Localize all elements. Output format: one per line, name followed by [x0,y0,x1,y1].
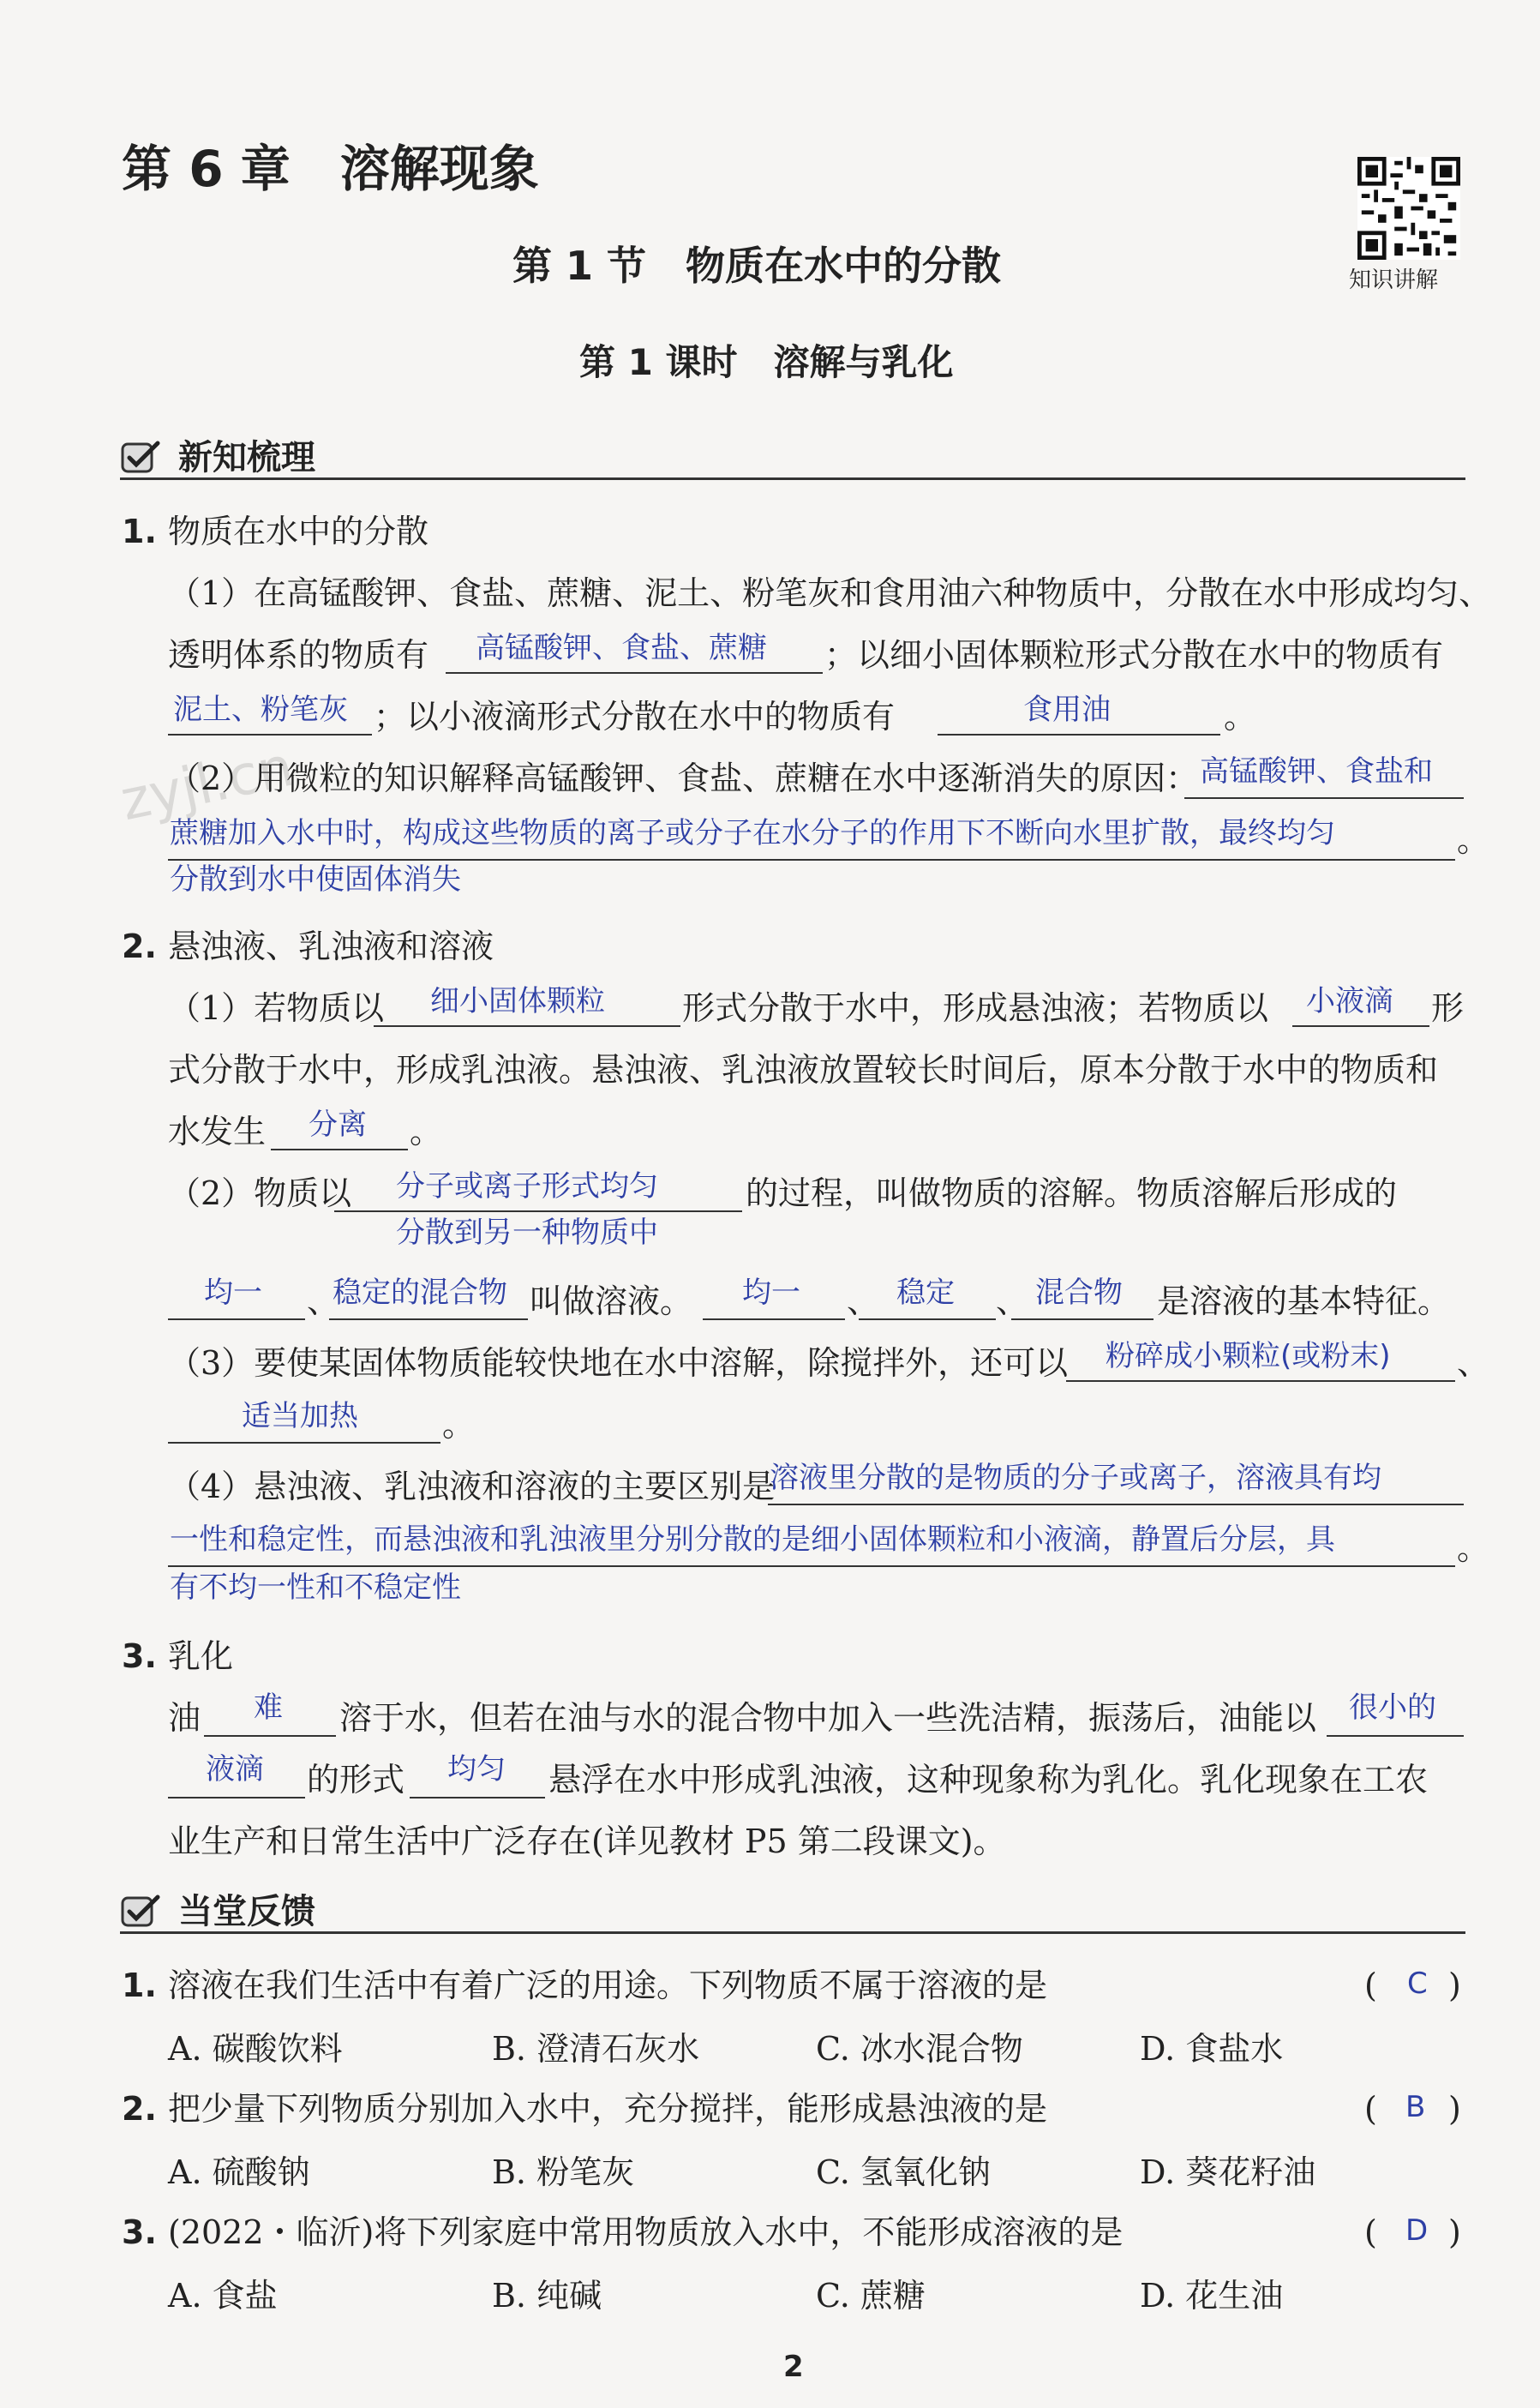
fq3-option-a[interactable]: A. 食盐 [168,2277,278,2315]
fq2-number: 2. [122,2090,157,2128]
paren-left: ( [1364,2213,1377,2251]
blank-line [334,1210,742,1212]
answer-q2-6[interactable]: 稳定的混合物 [333,1276,507,1310]
q2-s1-line1a: （1）若物质以 [168,989,385,1027]
fq2-option-a[interactable]: A. 硫酸钠 [168,2153,310,2191]
separator: 、 [307,1282,340,1320]
fq1-option-b[interactable]: B. 澄清石灰水 [492,2030,700,2068]
fq1-answer[interactable]: C [1407,1967,1428,2001]
blank-line [204,1735,336,1737]
fq3-option-d[interactable]: D. 花生油 [1140,2277,1284,2315]
section-header-class-feedback: 当堂反馈 [178,1892,315,1931]
q3-number: 3. [122,1637,157,1675]
check-note-icon [120,1893,161,1929]
q2-s1-line3a: 水发生 [168,1113,267,1150]
q2-s4-line1a: （4）悬浊液、乳浊液和溶液的主要区别是 [168,1468,776,1505]
fq2-answer[interactable]: B [1405,2090,1426,2124]
answer-q2-4-line2[interactable]: 分散到另一种物质中 [396,1216,658,1250]
answer-q1-4-line3[interactable]: 分散到水中使固体消失 [170,862,461,897]
q2-s3-line2b: 。 [442,1406,476,1444]
blank-line [168,734,372,736]
answer-q2-5[interactable]: 均一 [204,1276,262,1310]
answer-q1-4-line2[interactable]: 蔗糖加入水中时，构成这些物质的离子或分子在水分子的作用下不断向水里扩散，最终均匀 [170,816,1335,850]
page-number: 2 [783,2350,804,2384]
paren-right: ) [1448,2213,1461,2251]
qr-code[interactable] [1357,157,1460,260]
answer-q3-4[interactable]: 均匀 [447,1752,506,1786]
check-note-icon [120,439,161,475]
answer-q2-8[interactable]: 稳定 [896,1276,955,1310]
answer-q2-12-line2[interactable]: 一性和稳定性，而悬浊液和乳浊液里分别分散的是细小固体颗粒和小液滴，静置后分层，具 [170,1522,1335,1557]
q2-s1-line3b: 。 [410,1113,443,1150]
paren-left: ( [1364,1967,1377,2004]
header-rule [120,477,1465,480]
fq1-number: 1. [122,1967,157,2004]
answer-q2-1[interactable]: 细小固体颗粒 [430,984,605,1018]
answer-q2-11[interactable]: 适当加热 [242,1399,358,1433]
fq3-number: 3. [122,2213,157,2251]
blank-line [329,1318,528,1320]
fq3-answer[interactable]: D [1405,2213,1429,2248]
answer-q1-1[interactable]: 高锰酸钾、食盐、蔗糖 [476,631,767,665]
q2-number: 2. [122,928,157,965]
q2-s3-line1b: 、 [1457,1344,1490,1382]
answer-q2-9[interactable]: 混合物 [1035,1276,1123,1310]
paren-right: ) [1448,2090,1461,2128]
q2-s1-line1b: 形式分散于水中，形成悬浊液；若物质以 [682,989,1269,1027]
blank-line [168,1565,1455,1567]
answer-q1-2[interactable]: 泥土、粉笔灰 [173,693,348,727]
watermark: zyjl.cn [115,735,299,834]
chapter-title: 第 6 章 溶解现象 [122,140,539,198]
answer-q2-2[interactable]: 小液滴 [1306,984,1393,1018]
q2-s1-line1c: 形 [1431,989,1465,1027]
fq1-stem: 溶液在我们生活中有着广泛的用途。下列物质不属于溶液的是 [168,1967,1048,2004]
q3-line1b: 溶于水，但若在油与水的混合物中加入一些洗洁精，振荡后，油能以 [339,1699,1317,1737]
q2-s2-line1a: （2）物质以 [168,1174,352,1212]
q1-title: 物质在水中的分散 [168,513,429,550]
q3-line1a: 油 [168,1699,201,1737]
q1-s2-end: 。 [1457,821,1490,859]
answer-q2-12-line1[interactable]: 溶液里分散的是物质的分子或离子，溶液具有均 [770,1461,1381,1495]
q1-s1-line2a: 透明体系的物质有 [168,636,429,674]
q3-title: 乳化 [168,1637,234,1675]
q1-s1-line3a: ；以小液滴形式分散在水中的物质有 [374,698,896,736]
answer-q2-3[interactable]: 分离 [309,1108,367,1142]
q2-s4-end: 。 [1457,1529,1490,1567]
separator: 、 [847,1282,880,1320]
header-rule [120,1931,1465,1934]
q2-s3-line1a: （3）要使某固体物质能较快地在水中溶解，除搅拌外，还可以 [168,1344,1069,1382]
lesson-title: 第 1 课时 溶解与乳化 [579,341,954,383]
blank-line [446,672,823,674]
blank-line [1327,1735,1464,1737]
q1-s2-line1: （2）用微粒的知识解释高锰酸钾、食盐、蔗糖在水中逐渐消失的原因： [168,760,1199,797]
blank-line [768,1504,1464,1505]
answer-q1-3[interactable]: 食用油 [1023,693,1111,727]
q1-s1-line3b: 。 [1224,698,1257,736]
blank-line [168,1797,305,1798]
answer-q2-10[interactable]: 粉碎成小颗粒(或粉末) [1106,1339,1391,1373]
section-title: 第 1 节 物质在水中的分散 [512,243,1002,289]
paren-left: ( [1364,2090,1377,2128]
answer-q3-2[interactable]: 很小的 [1349,1690,1436,1725]
qr-label: 知识讲解 [1349,267,1439,293]
q2-s2-line2c: 是溶液的基本特征。 [1157,1282,1451,1320]
q1-number: 1. [122,513,157,550]
fq1-option-a[interactable]: A. 碳酸饮料 [168,2030,343,2068]
blank-line [703,1318,845,1320]
fq2-stem: 把少量下列物质分别加入水中，充分搅拌，能形成悬浊液的是 [168,2090,1048,2128]
answer-q2-12-line3[interactable]: 有不均一性和不稳定性 [170,1570,461,1605]
q2-s2-line2b: 叫做溶液。 [530,1282,693,1320]
q3-line3: 业生产和日常生活中广泛存在(详见教材 P5 第二段课文)。 [168,1823,1006,1860]
blank-line [1066,1380,1455,1382]
fq1-option-c[interactable]: C. 冰水混合物 [816,2030,1023,2068]
fq3-stem: (2022・临沂)将下列家庭中常用物质放入水中，不能形成溶液的是 [168,2213,1124,2251]
blank-line [168,1442,440,1444]
q2-title: 悬浊液、乳浊液和溶液 [168,928,494,965]
q3-line2b: 悬浮在水中形成乳浊液，这种现象称为乳化。乳化现象在工农 [548,1761,1429,1798]
fq3-option-c[interactable]: C. 蔗糖 [816,2277,926,2315]
separator: 、 [996,1282,1029,1320]
q1-s1-line1: （1）在高锰酸钾、食盐、蔗糖、泥土、粉笔灰和食用油六种物质中，分散在水中形成均匀、 [168,574,1492,612]
blank-line [168,1318,305,1320]
q3-line2a: 的形式 [307,1761,405,1798]
fq2-option-c[interactable]: C. 氢氧化钠 [816,2153,991,2191]
blank-line [859,1318,996,1320]
answer-q2-7[interactable]: 均一 [742,1276,800,1310]
section-header-new-knowledge: 新知梳理 [178,438,315,477]
paren-right: ) [1448,1967,1461,2004]
blank-line [374,1025,680,1027]
blank-line [1292,1025,1429,1027]
fq1-option-d[interactable]: D. 食盐水 [1140,2030,1284,2068]
blank-line [938,734,1220,736]
blank-line [410,1797,545,1798]
blank-line [271,1149,408,1150]
q2-s2-line1b: 的过程，叫做物质的溶解。物质溶解后形成的 [746,1174,1398,1212]
blank-line [1184,797,1464,799]
q2-s1-line2: 式分散于水中，形成乳浊液。悬浊液、乳浊液放置较长时间后，原本分散于水中的物质和 [168,1051,1439,1089]
answer-q3-1[interactable]: 难 [254,1690,283,1725]
fq3-option-b[interactable]: B. 纯碱 [492,2277,602,2315]
fq2-option-b[interactable]: B. 粉笔灰 [492,2153,635,2191]
answer-q2-4-line1[interactable]: 分子或离子形式均匀 [396,1169,658,1204]
fq2-option-d[interactable]: D. 葵花籽油 [1140,2153,1316,2191]
blank-line [168,859,1455,861]
answer-q3-3[interactable]: 液滴 [206,1752,264,1786]
blank-line [1011,1318,1154,1320]
q1-s1-line2b: ；以细小固体颗粒形式分散在水中的物质有 [824,636,1444,674]
answer-q1-4-line1[interactable]: 高锰酸钾、食盐和 [1200,754,1433,789]
